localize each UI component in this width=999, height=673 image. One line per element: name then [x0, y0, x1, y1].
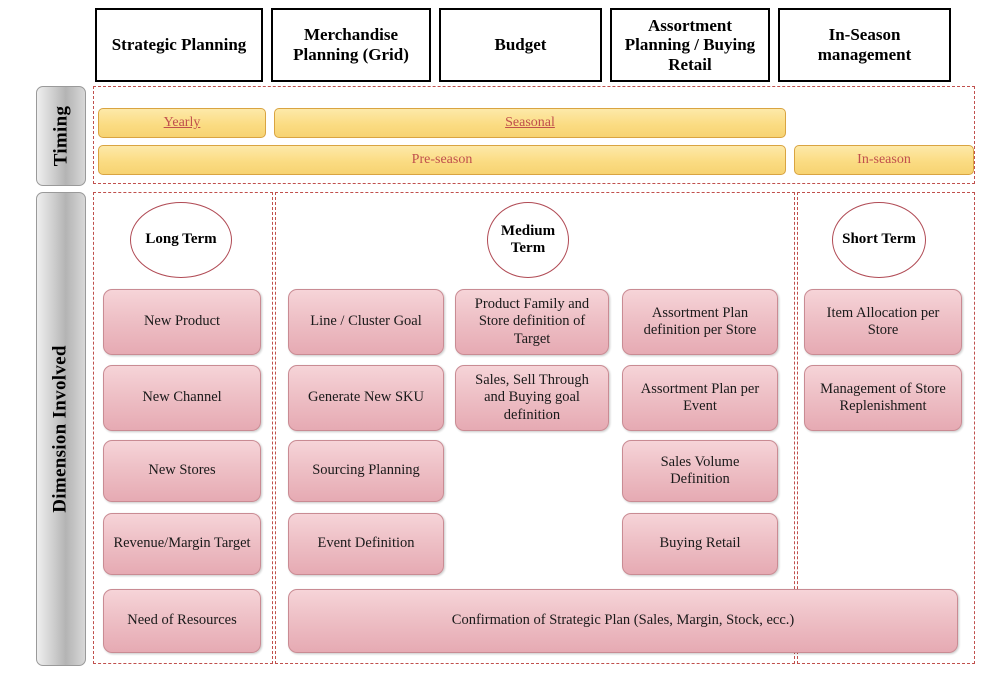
side-label-timing-text: Timing	[50, 105, 71, 167]
task-box-management-of-store-replenishment: Management of Store Replenishment	[804, 365, 962, 431]
side-label-dimension-text: Dimension Involved	[50, 345, 71, 513]
timing-bar-seasonal	[274, 108, 786, 138]
timing-bar-seasonal-label: Seasonal	[505, 115, 555, 130]
task-box-sales-sell-through-buying-goal: Sales, Sell Through and Buying goal definition	[455, 365, 609, 431]
timing-bar-pre-season	[98, 145, 786, 175]
task-box-generate-new-sku: Generate New SKU	[288, 365, 444, 431]
timing-bar-yearly-label: Yearly	[163, 115, 201, 130]
task-box-need-of-resources: Need of Resources	[103, 589, 261, 653]
timing-bar-in-season	[794, 145, 974, 175]
column-header-budget: Budget	[439, 8, 602, 82]
task-box-confirmation-of-strategic-plan: Confirmation of Strategic Plan (Sales, Margin, Stock, ecc.)	[288, 589, 958, 653]
task-box-new-stores: New Stores	[103, 440, 261, 502]
task-box-product-family-store-target: Product Family and Store definition of Target	[455, 289, 609, 355]
task-box-new-product: New Product	[103, 289, 261, 355]
term-ellipse-medium-term: Medium Term	[487, 202, 569, 278]
timing-bar-in-season-label: In-season	[857, 152, 911, 167]
task-box-event-definition: Event Definition	[288, 513, 444, 575]
column-header-merchandise-planning: Merchandise Planning (Grid)	[271, 8, 431, 82]
column-header-in-season-management: In-Season management	[778, 8, 951, 82]
task-box-sourcing-planning: Sourcing Planning	[288, 440, 444, 502]
task-box-line-cluster-goal: Line / Cluster Goal	[288, 289, 444, 355]
column-header-strategic-planning: Strategic Planning	[95, 8, 263, 82]
task-box-assortment-plan-definition-per-store: Assortment Plan definition per Store	[622, 289, 778, 355]
term-ellipse-long-term: Long Term	[130, 202, 232, 278]
side-label-dimension-involved	[36, 192, 86, 666]
task-box-assortment-plan-per-event: Assortment Plan per Event	[622, 365, 778, 431]
timing-bar-pre-season-label: Pre-season	[411, 152, 473, 167]
task-box-sales-volume-definition: Sales Volume Definition	[622, 440, 778, 502]
side-label-timing	[36, 86, 86, 186]
column-header-assortment-planning: Assortment Planning / Buying Retail	[610, 8, 770, 82]
term-ellipse-short-term: Short Term	[832, 202, 926, 278]
timing-bar-yearly	[98, 108, 266, 138]
task-box-item-allocation-per-store: Item Allocation per Store	[804, 289, 962, 355]
task-box-buying-retail: Buying Retail	[622, 513, 778, 575]
task-box-new-channel: New Channel	[103, 365, 261, 431]
column-headers	[95, 8, 975, 82]
task-box-revenue-margin-target: Revenue/Margin Target	[103, 513, 261, 575]
